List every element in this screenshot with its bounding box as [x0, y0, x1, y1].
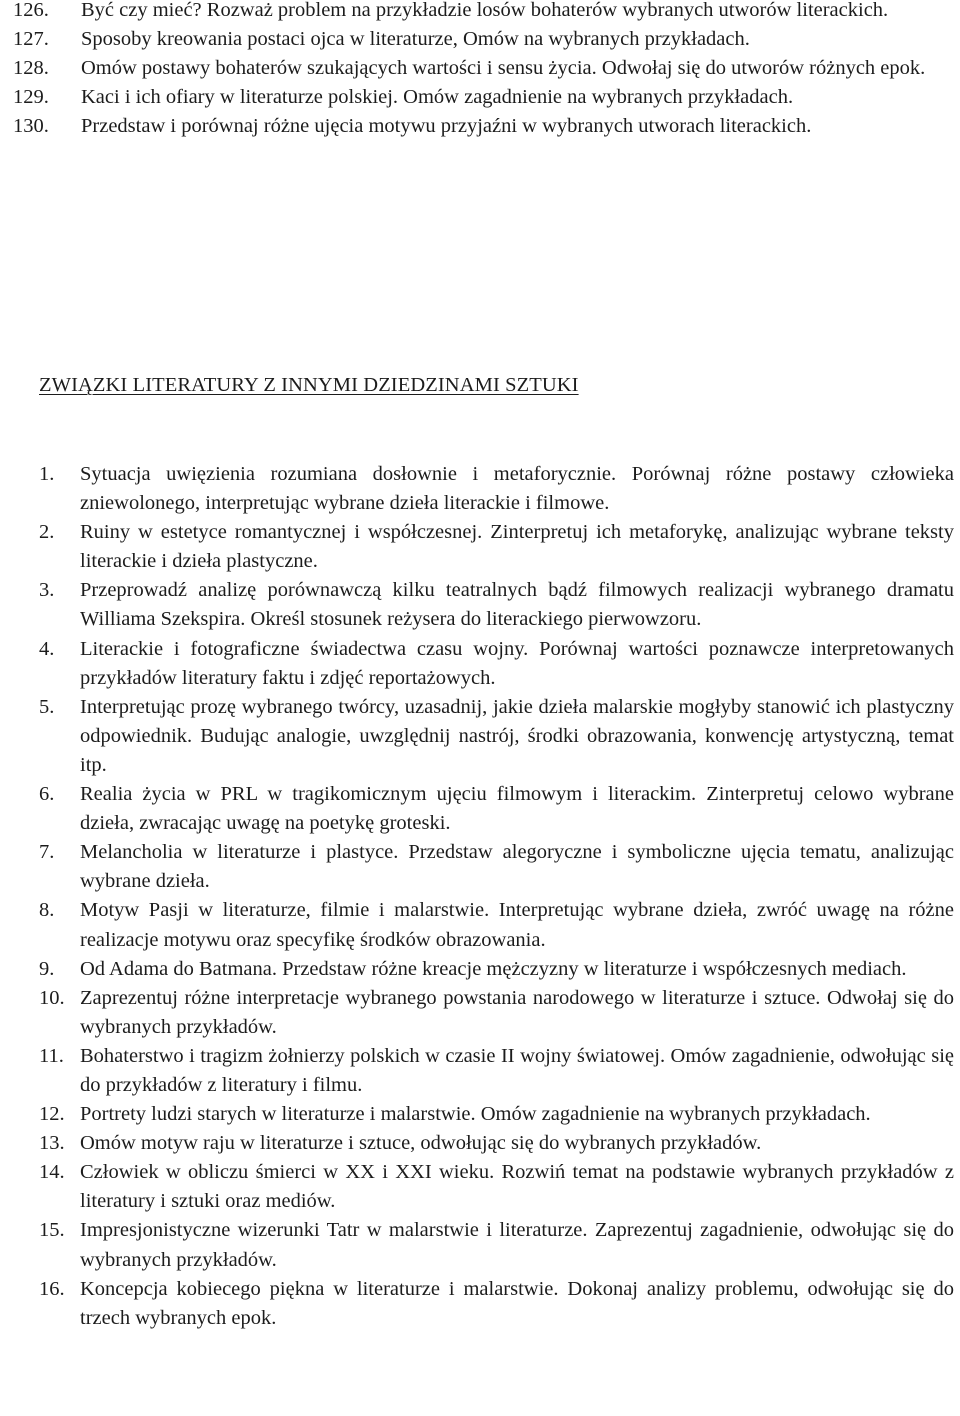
- item-number: 13.: [39, 1132, 65, 1155]
- item-text: Przedstaw i porównaj różne ujęcia motywu przyjaźni w wybranych utworach literackich.: [81, 115, 812, 138]
- item-number: 3.: [39, 579, 55, 602]
- item-number: 11.: [39, 1044, 64, 1067]
- item-number: 5.: [39, 695, 55, 718]
- list-item: [0, 576, 960, 634]
- item-text: Człowiek w obliczu śmierci w XX i XXI wieku. Rozwiń temat na podstawie wybranych przykładów z literatury i sztuki oraz mediów.: [80, 1161, 954, 1213]
- item-number: 9.: [39, 957, 55, 980]
- item-number: 129.: [13, 86, 49, 109]
- list-item: [0, 25, 960, 54]
- list-item: [0, 1100, 960, 1129]
- item-text: Od Adama do Batmana. Przedstaw różne kreacje mężczyzny w literaturze i współczesnych mediach.: [80, 957, 907, 980]
- item-text: Zaprezentuj różne interpretacje wybranego powstania narodowego w literaturze i sztuce. Odwołaj się do wybranych przykładów.: [80, 986, 954, 1038]
- list-item: [0, 0, 960, 25]
- item-text: Bohaterstwo i tragizm żołnierzy polskich w czasie II wojny światowej. Omów zagadnienie, odwołując się do przykładów z literatury i filmu.: [80, 1044, 954, 1096]
- item-text: Omów motyw raju w literaturze i sztuce, odwołując się do wybranych przykładów.: [80, 1132, 762, 1155]
- list-item: [0, 460, 960, 518]
- item-number: 16.: [39, 1277, 65, 1300]
- item-text: Sposoby kreowania postaci ojca w literaturze, Omów na wybranych przykładach.: [81, 28, 750, 51]
- item-number: 128.: [13, 57, 49, 80]
- item-number: 126.: [13, 0, 49, 21]
- item-text: Literackie i fotograficzne świadectwa czasu wojny. Porównaj wartości poznawcze interpretowanych przykładów literatury faktu i zdjęć reportażowych.: [80, 637, 954, 689]
- list-item: [0, 1216, 960, 1274]
- item-text: Realia życia w PRL w tragikomicznym ujęciu filmowym i literackim. Zinterpretuj celowo wybrane dzieła, zwracając uwagę na poetykę groteski.: [80, 783, 954, 835]
- item-number: 2.: [39, 521, 55, 544]
- item-text: Ruiny w estetyce romantycznej i współczesnej. Zinterpretuj ich metaforykę, analizując wybrane teksty literackie i dzieła plastyczne.: [80, 521, 954, 573]
- list-item: [0, 54, 960, 83]
- list-item: [0, 518, 960, 576]
- item-number: 14.: [39, 1161, 65, 1184]
- item-text: Koncepcja kobiecego piękna w literaturze i malarstwie. Dokonaj analizy problemu, odwołując się do trzech wybranych epok.: [80, 1277, 954, 1329]
- item-number: 1.: [39, 463, 55, 485]
- list-item: [0, 83, 960, 112]
- item-text: Motyw Pasji w literaturze, filmie i malarstwie. Interpretując wybrane dzieła, zwróć uwagę na różne realizacje motywu oraz specyfikę środków obrazowania.: [80, 899, 954, 951]
- item-number: 130.: [13, 115, 49, 138]
- list-item: [0, 1275, 960, 1333]
- item-number: 15.: [39, 1219, 65, 1242]
- item-text: Impresjonistyczne wizerunki Tatr w malarstwie i literaturze. Zaprezentuj zagadnienie, odwołując się do wybranych przykładów.: [80, 1219, 954, 1271]
- list-item: [0, 635, 960, 693]
- list-item: [0, 896, 960, 954]
- topic-list-continued: [0, 0, 960, 141]
- item-text: Sytuacja uwięzienia rozumiana dosłownie i metaforycznie. Porównaj różne postawy człowieka zniewolonego, interpretując wybrane dzieła literackie i filmowe.: [80, 463, 954, 515]
- item-text: Omów postawy bohaterów szukających wartości i sensu życia. Odwołaj się do utworów różnych epok.: [81, 57, 926, 80]
- list-item: [0, 1158, 960, 1216]
- list-item: [0, 1129, 960, 1158]
- list-item: [0, 838, 960, 896]
- list-item: [0, 112, 960, 141]
- item-number: 10.: [39, 986, 65, 1009]
- item-text: Interpretując prozę wybranego twórcy, uzasadnij, jakie dzieła malarskie mogłyby stanowić ich plastyczny odpowiednik. Budując analogie, uwzględnij nastrój, środki obrazowania, konwencję artystyczną, temat itp.: [80, 695, 954, 776]
- list-item: [0, 1042, 960, 1100]
- list-item: [0, 780, 960, 838]
- section-heading: ZWIĄZKI LITERATURY Z INNYMI DZIEDZINAMI SZTUKI: [39, 374, 579, 396]
- item-number: 7.: [39, 841, 55, 864]
- item-text: Być czy mieć? Rozważ problem na przykładzie losów bohaterów wybranych utworów literackich.: [81, 0, 889, 21]
- item-text: Kaci i ich ofiary w literaturze polskiej. Omów zagadnienie na wybranych przykładach.: [81, 86, 794, 109]
- item-number: 4.: [39, 637, 55, 660]
- item-number: 6.: [39, 783, 55, 806]
- list-item: [0, 984, 960, 1042]
- item-text: Melancholia w literaturze i plastyce. Przedstaw alegoryczne i symboliczne ujęcia tematu, analizując wybrane dzieła.: [80, 841, 954, 893]
- list-item: [0, 693, 960, 780]
- item-number: 127.: [13, 28, 49, 51]
- item-text: Portrety ludzi starych w literaturze i malarstwie. Omów zagadnienie na wybranych przykładach.: [80, 1103, 871, 1126]
- item-text: Przeprowadź analizę porównawczą kilku teatralnych bądź filmowych realizacji wybranego dramatu Williama Szekspira. Określ stosunek reżysera do literackiego pierwowzoru.: [80, 579, 954, 631]
- topic-list-arts: [0, 460, 960, 1333]
- item-number: 8.: [39, 899, 55, 922]
- list-item: [0, 955, 960, 984]
- item-number: 12.: [39, 1103, 65, 1126]
